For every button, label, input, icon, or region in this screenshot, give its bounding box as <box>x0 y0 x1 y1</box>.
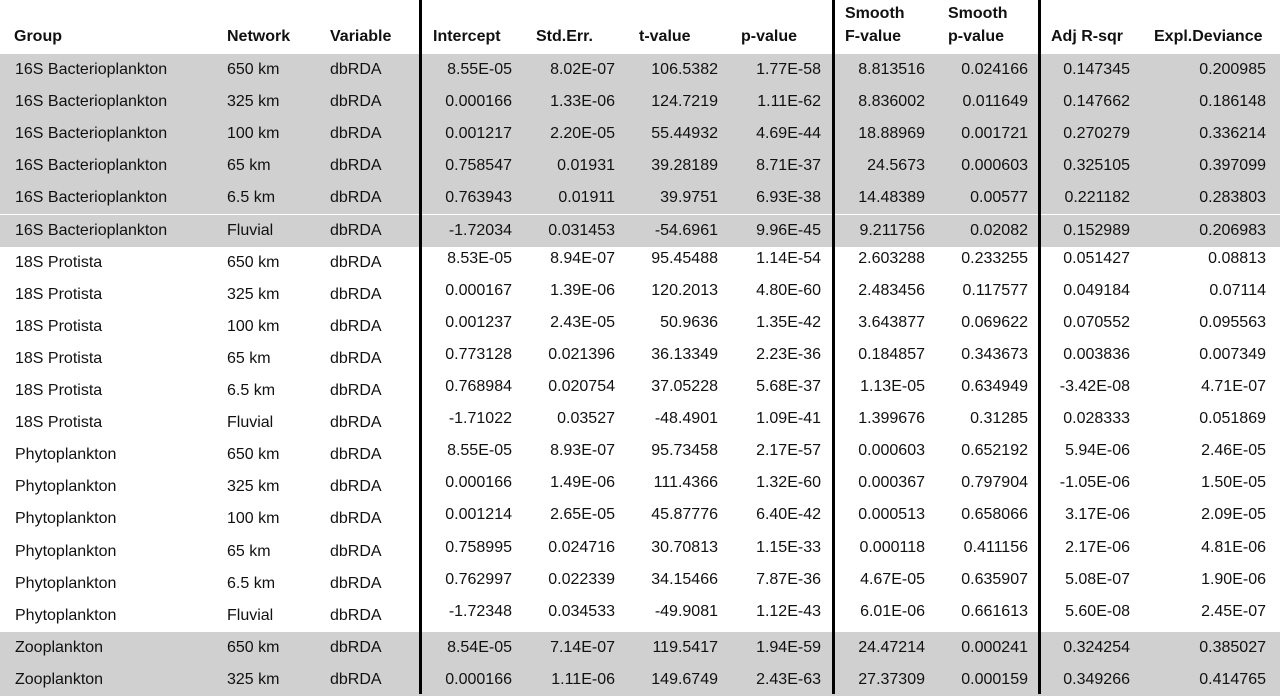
cell-t: 30.70813 <box>651 538 718 556</box>
cell-p: 1.77E-58 <box>756 61 821 78</box>
cell-group: Phytoplankton <box>15 510 117 528</box>
cell-adj: 0.028333 <box>1063 410 1130 428</box>
table-row <box>0 439 1280 471</box>
cell-group: 16S Bacterioplankton <box>15 157 168 175</box>
cell-sf: 2.483456 <box>858 281 925 299</box>
cell-variable: dbRDA <box>330 285 382 303</box>
cell-adj: 0.051427 <box>1063 249 1130 267</box>
cell-network: 650 km <box>227 253 280 271</box>
cell-stderr: 0.024716 <box>548 538 615 556</box>
cell-t: -49.9081 <box>654 602 718 620</box>
cell-network: 65 km <box>227 349 271 367</box>
cell-sf: 18.88969 <box>858 125 925 143</box>
cell-p: 8.71E-37 <box>756 157 821 175</box>
cell-sf: 4.67E-05 <box>860 570 925 588</box>
cell-sp: 0.661613 <box>961 602 1028 620</box>
cell-adj: 0.049184 <box>1063 281 1130 299</box>
cell-t: 95.73458 <box>651 442 718 460</box>
cell-p: 1.12E-43 <box>756 602 821 620</box>
table-row <box>0 247 1280 279</box>
cell-p: 5.68E-37 <box>756 378 821 395</box>
cell-group: 18S Protista <box>15 382 103 399</box>
header-t-value: t-value <box>639 28 691 45</box>
cell-t: 124.7219 <box>651 93 718 111</box>
cell-sf: 0.184857 <box>858 345 925 363</box>
header-expl-deviance: Expl.Deviance <box>1154 28 1263 45</box>
table-row <box>0 664 1280 696</box>
cell-adj: -3.42E-08 <box>1059 378 1130 395</box>
table-row <box>0 503 1280 535</box>
cell-variable: dbRDA <box>330 574 382 592</box>
cell-p: 6.93E-38 <box>756 189 821 207</box>
cell-sf: 8.813516 <box>858 61 925 78</box>
cell-intercept: 0.768984 <box>445 378 512 395</box>
cell-group: Zooplankton <box>15 670 104 688</box>
cell-group: 18S Protista <box>15 285 103 303</box>
cell-stderr: 7.14E-07 <box>550 638 615 656</box>
cell-dev: 0.283803 <box>1199 189 1266 207</box>
cell-group: 16S Bacterioplankton <box>15 61 168 78</box>
table-row <box>0 536 1280 568</box>
cell-network: 6.5 km <box>227 574 276 592</box>
cell-sf: 24.47214 <box>858 638 925 656</box>
cell-dev: 4.71E-07 <box>1201 378 1266 395</box>
table-row <box>0 568 1280 600</box>
header-network: Network <box>227 28 291 45</box>
cell-p: 9.96E-45 <box>756 221 821 239</box>
cell-t: 55.44932 <box>651 125 718 143</box>
table-row <box>0 375 1280 407</box>
cell-dev: 1.50E-05 <box>1201 474 1266 492</box>
cell-group: Phytoplankton <box>15 542 117 560</box>
table-row <box>0 150 1280 182</box>
cell-variable: dbRDA <box>330 317 382 335</box>
cell-network: 650 km <box>227 638 280 656</box>
cell-p: 1.15E-33 <box>756 538 821 556</box>
header-adj-r-sqr: Adj R-sqr <box>1051 28 1123 45</box>
column-divider <box>832 0 835 694</box>
cell-sf: 24.5673 <box>867 157 925 175</box>
cell-t: 111.4366 <box>653 474 718 492</box>
cell-t: 50.9636 <box>660 313 718 331</box>
cell-group: Phytoplankton <box>15 574 117 592</box>
cell-stderr: 2.65E-05 <box>550 506 615 524</box>
cell-network: 325 km <box>227 670 280 688</box>
cell-sf: 0.000603 <box>858 442 925 460</box>
cell-adj: -1.05E-06 <box>1059 474 1130 492</box>
cell-stderr: 1.33E-06 <box>550 93 615 111</box>
cell-group: 16S Bacterioplankton <box>15 93 168 111</box>
cell-sf: 0.000118 <box>859 538 925 556</box>
cell-variable: dbRDA <box>330 382 382 399</box>
cell-adj: 0.070552 <box>1063 313 1130 331</box>
cell-sf: 27.37309 <box>858 670 925 688</box>
cell-group: 16S Bacterioplankton <box>15 125 168 143</box>
table-row <box>0 343 1280 375</box>
cell-adj: 0.325105 <box>1063 157 1130 175</box>
cell-network: 100 km <box>227 125 280 143</box>
cell-sp: 0.343673 <box>961 345 1028 363</box>
header-smooth-f-line2: F-value <box>845 28 902 45</box>
cell-stderr: 0.01931 <box>557 157 615 175</box>
cell-t: 39.9751 <box>660 189 718 207</box>
cell-stderr: 1.49E-06 <box>550 474 615 492</box>
cell-intercept: 0.001217 <box>445 125 512 143</box>
table-row <box>0 86 1280 118</box>
cell-group: 18S Protista <box>15 414 103 432</box>
table-row <box>0 279 1280 311</box>
cell-stderr: 0.031453 <box>548 221 615 239</box>
cell-p: 7.87E-36 <box>756 570 821 588</box>
cell-p: 1.32E-60 <box>756 474 821 492</box>
cell-network: 325 km <box>227 478 280 496</box>
cell-intercept: 0.762997 <box>445 570 512 588</box>
cell-variable: dbRDA <box>330 61 382 78</box>
cell-dev: 0.397099 <box>1199 157 1266 175</box>
cell-stderr: 1.39E-06 <box>550 281 615 299</box>
cell-dev: 0.08813 <box>1208 249 1266 267</box>
cell-stderr: 8.02E-07 <box>550 61 615 78</box>
cell-group: Phytoplankton <box>15 606 117 624</box>
table-row <box>0 54 1280 86</box>
cell-intercept: 0.758995 <box>445 538 512 556</box>
cell-stderr: 0.034533 <box>548 602 615 620</box>
header-smooth-p-value <box>948 2 1008 48</box>
cell-dev: 2.46E-05 <box>1201 442 1266 460</box>
table-row <box>0 182 1280 214</box>
cell-adj: 0.349266 <box>1063 670 1130 688</box>
cell-network: 6.5 km <box>227 189 276 207</box>
cell-network: Fluvial <box>227 414 274 432</box>
cell-adj: 5.94E-06 <box>1065 442 1130 460</box>
cell-intercept: 0.000166 <box>445 93 512 111</box>
cell-variable: dbRDA <box>330 606 382 624</box>
cell-stderr: 8.94E-07 <box>550 249 615 267</box>
table-row <box>0 407 1280 439</box>
cell-sp: 0.797904 <box>961 474 1028 492</box>
header-group: Group <box>14 28 62 45</box>
cell-t: 34.15466 <box>651 570 718 588</box>
cell-group: 18S Protista <box>15 253 103 271</box>
table-row <box>0 471 1280 503</box>
cell-adj: 5.60E-08 <box>1065 602 1130 620</box>
cell-adj: 2.17E-06 <box>1065 538 1130 556</box>
cell-sp: 0.000603 <box>961 157 1028 175</box>
cell-sf: 1.13E-05 <box>860 378 925 395</box>
cell-stderr: 2.20E-05 <box>550 125 615 143</box>
cell-dev: 0.007349 <box>1199 345 1266 363</box>
cell-variable: dbRDA <box>330 253 382 271</box>
cell-adj: 0.147662 <box>1063 93 1130 111</box>
cell-sp: 0.001721 <box>961 125 1028 143</box>
cell-stderr: 0.020754 <box>548 378 615 395</box>
cell-t: 45.87776 <box>651 506 718 524</box>
table-header <box>0 0 1280 54</box>
cell-adj: 3.17E-06 <box>1065 506 1130 524</box>
cell-group: 16S Bacterioplankton <box>15 221 168 239</box>
cell-sf: 3.643877 <box>858 313 925 331</box>
cell-t: 120.2013 <box>651 281 718 299</box>
cell-dev: 0.385027 <box>1199 638 1266 656</box>
cell-adj: 0.221182 <box>1064 189 1130 207</box>
header-smooth-p-line1: Smooth <box>948 5 1008 22</box>
column-divider <box>419 0 422 694</box>
cell-variable: dbRDA <box>330 189 382 207</box>
cell-intercept: 8.54E-05 <box>447 638 512 656</box>
cell-sp: 0.658066 <box>961 506 1028 524</box>
table-row <box>0 215 1280 247</box>
cell-variable: dbRDA <box>330 542 382 560</box>
cell-intercept: 0.000166 <box>445 670 512 688</box>
cell-dev: 0.414765 <box>1199 670 1266 688</box>
cell-group: 16S Bacterioplankton <box>15 189 168 207</box>
cell-dev: 0.206983 <box>1199 221 1266 239</box>
cell-dev: 0.186148 <box>1199 93 1266 111</box>
cell-sp: 0.117577 <box>962 281 1028 299</box>
cell-sf: 0.000367 <box>858 474 925 492</box>
table-row <box>0 632 1280 664</box>
cell-sp: 0.024166 <box>961 61 1028 78</box>
cell-sf: 8.836002 <box>858 93 925 111</box>
cell-dev: 2.45E-07 <box>1201 602 1266 620</box>
cell-t: 95.45488 <box>651 249 718 267</box>
cell-dev: 0.07114 <box>1209 281 1266 299</box>
header-p-value: p-value <box>741 28 798 45</box>
cell-t: 37.05228 <box>651 378 718 395</box>
cell-adj: 0.324254 <box>1063 638 1130 656</box>
header-smooth-f-value <box>845 2 905 48</box>
cell-sf: 0.000513 <box>858 506 925 524</box>
cell-group: Phytoplankton <box>15 478 117 496</box>
cell-sf: 1.399676 <box>858 410 925 428</box>
cell-intercept: 0.001214 <box>445 506 512 524</box>
cell-intercept: -1.72348 <box>448 602 512 620</box>
cell-group: Zooplankton <box>15 638 104 656</box>
cell-p: 2.43E-63 <box>756 670 821 688</box>
cell-stderr: 0.022339 <box>548 570 615 588</box>
cell-sp: 0.069622 <box>961 313 1028 331</box>
cell-sp: 0.411156 <box>963 538 1028 556</box>
cell-dev: 0.051869 <box>1199 410 1266 428</box>
cell-sp: 0.652192 <box>961 442 1028 460</box>
cell-adj: 0.147345 <box>1063 61 1130 78</box>
cell-t: -48.4901 <box>654 410 718 428</box>
cell-variable: dbRDA <box>330 157 382 175</box>
cell-p: 6.40E-42 <box>756 506 821 524</box>
cell-stderr: 0.021396 <box>548 345 615 363</box>
cell-adj: 0.270279 <box>1063 125 1130 143</box>
cell-group: 18S Protista <box>15 317 103 335</box>
cell-dev: 1.90E-06 <box>1201 570 1266 588</box>
cell-variable: dbRDA <box>330 125 382 143</box>
header-intercept: Intercept <box>433 28 501 45</box>
cell-variable: dbRDA <box>330 221 382 239</box>
cell-network: 650 km <box>227 61 280 78</box>
cell-network: 650 km <box>227 446 280 464</box>
cell-variable: dbRDA <box>330 638 382 656</box>
cell-p: 4.69E-44 <box>756 125 821 143</box>
header-std-err: Std.Err. <box>536 28 593 45</box>
cell-p: 1.94E-59 <box>756 638 821 656</box>
cell-intercept: -1.72034 <box>448 221 512 239</box>
cell-variable: dbRDA <box>330 478 382 496</box>
cell-adj: 0.003836 <box>1063 345 1130 363</box>
cell-t: -54.6961 <box>654 221 718 239</box>
cell-intercept: 0.001237 <box>445 313 512 331</box>
cell-network: 65 km <box>227 542 271 560</box>
cell-p: 4.80E-60 <box>756 281 821 299</box>
cell-network: 6.5 km <box>227 382 276 399</box>
cell-stderr: 2.43E-05 <box>550 313 615 331</box>
cell-intercept: 0.773128 <box>445 345 512 363</box>
cell-intercept: 0.000166 <box>445 474 512 492</box>
cell-network: 325 km <box>227 93 280 111</box>
cell-sf: 2.603288 <box>858 249 925 267</box>
cell-stderr: 1.11E-06 <box>551 670 615 688</box>
table-row <box>0 118 1280 150</box>
cell-sf: 9.211756 <box>859 221 925 239</box>
cell-p: 1.35E-42 <box>756 313 821 331</box>
cell-intercept: 0.763943 <box>445 189 512 207</box>
header-variable: Variable <box>330 28 392 45</box>
cell-variable: dbRDA <box>330 414 382 432</box>
cell-variable: dbRDA <box>330 510 382 528</box>
cell-sp: 0.31285 <box>970 410 1028 428</box>
cell-dev: 0.336214 <box>1199 125 1266 143</box>
cell-intercept: 0.758547 <box>445 157 512 175</box>
column-divider <box>1038 0 1041 694</box>
cell-p: 1.14E-54 <box>756 249 821 267</box>
cell-variable: dbRDA <box>330 670 382 688</box>
cell-sp: 0.00577 <box>970 189 1028 207</box>
cell-variable: dbRDA <box>330 446 382 464</box>
cell-intercept: 8.55E-05 <box>447 442 512 460</box>
cell-variable: dbRDA <box>330 93 382 111</box>
cell-network: 325 km <box>227 285 280 303</box>
cell-t: 106.5382 <box>651 61 718 78</box>
cell-t: 119.5417 <box>652 638 718 656</box>
cell-intercept: 8.53E-05 <box>447 249 512 267</box>
cell-p: 1.09E-41 <box>756 410 821 428</box>
cell-t: 149.6749 <box>651 670 718 688</box>
cell-dev: 0.200985 <box>1199 61 1266 78</box>
cell-sf: 6.01E-06 <box>860 602 925 620</box>
cell-intercept: 0.000167 <box>445 281 512 299</box>
cell-adj: 0.152989 <box>1063 221 1130 239</box>
cell-sp: 0.011649 <box>962 93 1028 111</box>
header-smooth-f-line1: Smooth <box>845 5 905 22</box>
cell-p: 1.11E-62 <box>757 93 821 111</box>
cell-sf: 14.48389 <box>858 189 925 207</box>
cell-sp: 0.635907 <box>961 570 1028 588</box>
cell-intercept: 8.55E-05 <box>447 61 512 78</box>
cell-sp: 0.233255 <box>961 249 1028 267</box>
cell-p: 2.23E-36 <box>756 345 821 363</box>
cell-sp: 0.000159 <box>961 670 1028 688</box>
cell-sp: 0.02082 <box>970 221 1028 239</box>
cell-sp: 0.634949 <box>961 378 1028 395</box>
cell-t: 39.28189 <box>651 157 718 175</box>
header-smooth-p-line2: p-value <box>948 28 1005 45</box>
cell-stderr: 0.03527 <box>557 410 615 428</box>
cell-adj: 5.08E-07 <box>1065 570 1130 588</box>
cell-network: 100 km <box>227 510 280 528</box>
cell-p: 2.17E-57 <box>756 442 821 460</box>
cell-stderr: 0.01911 <box>558 189 615 207</box>
table-row <box>0 600 1280 632</box>
cell-network: Fluvial <box>227 221 274 239</box>
cell-variable: dbRDA <box>330 349 382 367</box>
cell-sp: 0.000241 <box>961 638 1028 656</box>
cell-network: Fluvial <box>227 606 274 624</box>
cell-t: 36.13349 <box>651 345 718 363</box>
cell-intercept: -1.71022 <box>448 410 512 428</box>
table-row <box>0 311 1280 343</box>
cell-group: 18S Protista <box>15 349 103 367</box>
cell-group: Phytoplankton <box>15 446 117 464</box>
cell-network: 100 km <box>227 317 280 335</box>
cell-network: 65 km <box>227 157 271 175</box>
cell-stderr: 8.93E-07 <box>550 442 615 460</box>
cell-dev: 2.09E-05 <box>1201 506 1266 524</box>
cell-dev: 4.81E-06 <box>1201 538 1266 556</box>
cell-dev: 0.095563 <box>1199 313 1266 331</box>
